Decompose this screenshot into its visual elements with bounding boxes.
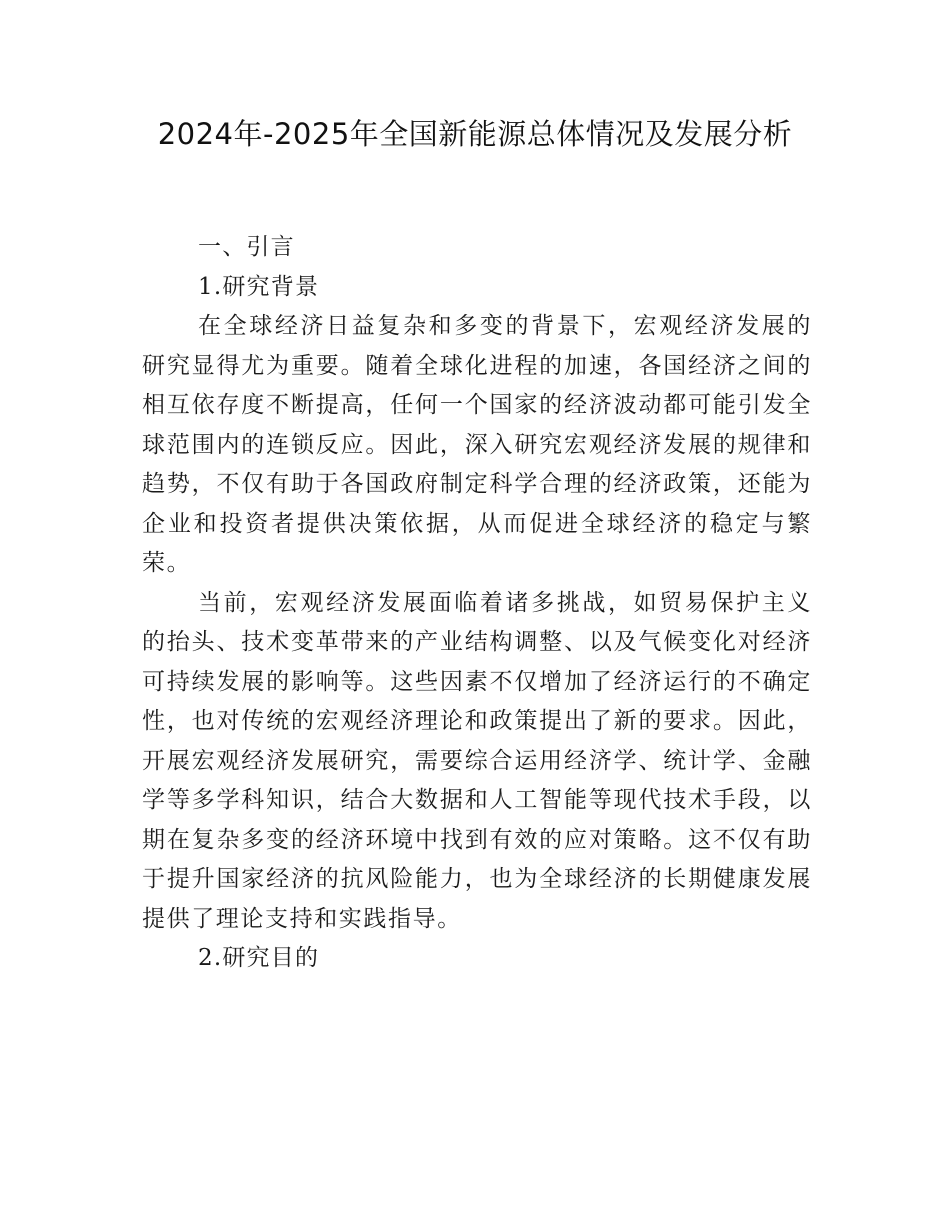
background-paragraph-2: 当前，宏观经济发展面临着诸多挑战，如贸易保护主义的抬头、技术变革带来的产业结构调整、以及气候变化对经济可持续发展的影响等。这些因素不仅增加了经济运行的不确定性，也对传统的宏观经济理论和政策提出了新的要求。因此，开展宏观经济发展研究，需要综合运用经济学、统计学、金融学等多学科知识，结合大数据和人工智能等现代技术手段，以期在复杂多变的经济环境中找到有效的应对策略。这不仅有助于提升国家经济的抗风险能力，也为全球经济的长期健康发展提供了理论支持和实践指导。 bbox=[142, 589, 812, 932]
subsection-heading-purpose: 2.研究目的 bbox=[198, 945, 320, 971]
background-paragraph-1: 在全球经济日益复杂和多变的背景下，宏观经济发展的研究显得尤为重要。随着全球化进程的加速，各国经济之间的相互依存度不断提高，任何一个国家的经济波动都可能引发全球范围内的连锁反应。因此，深入研究宏观经济发展的规律和趋势，不仅有助于各国政府制定科学合理的经济政策，还能为企业和投资者提供决策依据，从而促进全球经济的稳定与繁荣。 bbox=[142, 313, 812, 576]
subsection-heading-background: 1.研究背景 bbox=[198, 273, 320, 300]
section-heading-introduction: 一、引言 bbox=[198, 234, 295, 260]
document-body bbox=[142, 228, 812, 979]
document-title: 2024年-2025年全国新能源总体情况及发展分析 bbox=[157, 117, 793, 151]
